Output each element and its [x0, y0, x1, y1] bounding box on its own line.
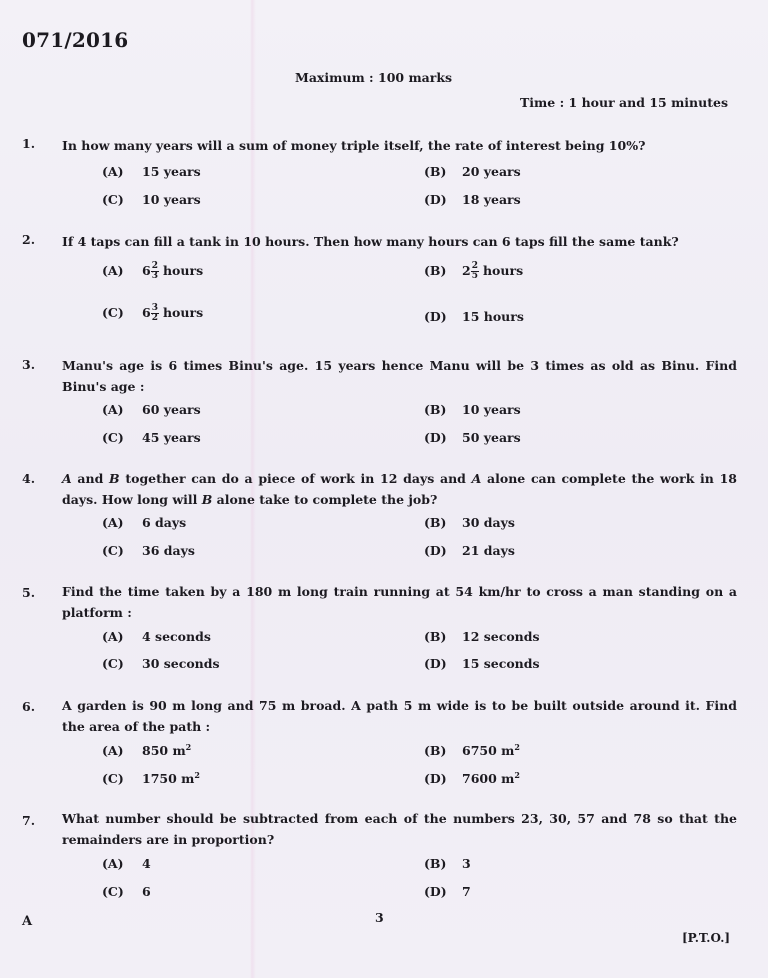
option-label: (D) — [424, 430, 447, 445]
option-d — [424, 770, 520, 786]
option-value: 6 — [142, 884, 151, 899]
option-label: (B) — [424, 515, 447, 530]
option-label: (B) — [424, 402, 447, 417]
var-b: B — [109, 471, 120, 486]
option-value: 850 m — [142, 743, 186, 759]
option-label: (B) — [424, 743, 447, 759]
option-value: 10 years — [462, 402, 521, 417]
option-unit: hours — [482, 263, 524, 278]
option-label: (B) — [424, 629, 447, 644]
option-value: 15 seconds — [462, 656, 540, 671]
series-code: A — [22, 914, 33, 929]
fraction-denominator: 3 — [151, 271, 158, 281]
fraction-numerator: 2 — [151, 261, 158, 271]
option-value: 20 years — [462, 164, 521, 179]
question-text: A garden is 90 m long and 75 m broad. A path 5 m wide is to be built outside around it. Find the area of the path : — [62, 698, 737, 734]
fraction-denominator: 2 — [151, 313, 158, 323]
question-number: 6. — [22, 699, 36, 714]
option-label: (D) — [424, 656, 447, 671]
time-allowed: Time : 1 hour and 15 minutes — [520, 95, 728, 110]
option-b — [424, 262, 523, 281]
var-a: A — [62, 471, 72, 486]
option-d — [424, 884, 471, 899]
option-value: 36 days — [142, 543, 195, 558]
option-c — [102, 770, 200, 786]
option-value: 60 years — [142, 402, 201, 417]
question-number: 7. — [22, 813, 36, 828]
option-value: 1750 m — [142, 771, 195, 787]
option-value: 12 seconds — [462, 629, 540, 644]
option-label: (C) — [102, 771, 124, 787]
option-d — [424, 309, 524, 324]
fraction — [151, 262, 159, 281]
superscript: 2 — [194, 770, 200, 780]
option-label: (B) — [424, 263, 447, 278]
fraction-numerator: 3 — [151, 303, 158, 313]
question-text: In how many years will a sum of money triple itself, the rate of interest being 10%? — [62, 138, 646, 153]
option-d — [424, 656, 540, 671]
option-b — [424, 742, 520, 758]
option-label: (D) — [424, 771, 447, 787]
option-label: (D) — [424, 884, 447, 899]
option-label: (B) — [424, 856, 447, 871]
option-a — [102, 856, 151, 871]
option-whole: 6 — [142, 305, 151, 320]
option-label: (C) — [102, 884, 124, 899]
fraction — [151, 304, 159, 323]
option-value: 6750 m — [462, 743, 515, 759]
option-c — [102, 430, 201, 445]
option-value: 4 — [142, 856, 151, 871]
option-label: (A) — [102, 629, 124, 644]
option-d — [424, 543, 515, 558]
text-segment: and — [71, 471, 110, 486]
maximum-marks: Maximum : 100 marks — [295, 70, 453, 85]
superscript: 2 — [514, 742, 520, 752]
text-segment: alone take to complete the job? — [212, 492, 438, 507]
option-a — [102, 515, 186, 530]
option-c — [102, 656, 220, 671]
option-label: (D) — [424, 543, 447, 558]
option-value: 6 days — [142, 515, 187, 530]
option-value: 3 — [462, 856, 471, 871]
question-text: If 4 taps can fill a tank in 10 hours. Then how many hours can 6 taps fill the same tank? — [62, 234, 679, 249]
option-a — [102, 742, 191, 758]
option-value: 50 years — [462, 430, 521, 445]
option-b — [424, 402, 521, 417]
option-b — [424, 515, 515, 530]
option-label: (A) — [102, 743, 124, 759]
question-number: 2. — [22, 232, 36, 247]
page-number: 3 — [375, 910, 384, 925]
option-b — [424, 164, 521, 179]
option-b — [424, 856, 471, 871]
question-number: 5. — [22, 585, 36, 600]
option-label: (C) — [102, 430, 124, 445]
text-segment: alone can complete the work in 18 days. How long will — [62, 471, 737, 507]
option-value: 15 hours — [462, 309, 524, 324]
option-c — [102, 884, 151, 899]
option-a — [102, 402, 201, 417]
option-unit: hours — [162, 305, 204, 320]
option-a — [102, 262, 203, 281]
option-value: 30 seconds — [142, 656, 220, 671]
option-a — [102, 164, 201, 179]
question-number: 1. — [22, 136, 36, 151]
option-value: 10 years — [142, 192, 201, 207]
option-label: (A) — [102, 856, 124, 871]
option-label: (A) — [102, 263, 124, 278]
paper-code: 071/2016 — [22, 28, 129, 52]
option-c — [102, 304, 203, 323]
superscript: 2 — [185, 742, 192, 752]
option-value: 21 days — [462, 543, 515, 558]
text-segment: together can do a piece of work in 12 days and — [119, 471, 472, 486]
superscript: 2 — [514, 770, 520, 780]
option-c — [102, 192, 201, 207]
question-number: 4. — [22, 471, 36, 486]
var-a: A — [471, 471, 482, 486]
question-text: Find the time taken by a 180 m long train running at 54 km/hr to cross a man standing on a platform : — [62, 584, 737, 620]
option-whole: 2 — [462, 263, 471, 278]
option-label: (C) — [102, 305, 124, 320]
option-label: (A) — [102, 402, 124, 417]
option-label: (A) — [102, 164, 124, 179]
question-text: What number should be subtracted from each of the numbers 23, 30, 57 and 78 so that the remainders are in proportion? — [62, 811, 737, 847]
option-value: 7 — [462, 884, 471, 899]
option-a — [102, 629, 211, 644]
option-d — [424, 430, 521, 445]
option-unit: hours — [162, 263, 204, 278]
question-text — [62, 468, 737, 510]
option-d — [424, 192, 521, 207]
option-value: 30 days — [462, 515, 515, 530]
please-turn-over: [P.T.O.] — [682, 931, 731, 945]
fraction — [471, 262, 479, 281]
option-value: 7600 m — [462, 771, 515, 787]
fraction-denominator: 5 — [471, 271, 478, 281]
option-value: 4 seconds — [142, 629, 211, 644]
option-label: (D) — [424, 192, 447, 207]
option-c — [102, 543, 195, 558]
option-label: (B) — [424, 164, 447, 179]
option-label: (D) — [424, 309, 447, 324]
option-b — [424, 629, 540, 644]
option-label: (C) — [102, 656, 124, 671]
option-whole: 6 — [142, 263, 151, 278]
option-value: 15 years — [142, 164, 201, 179]
option-label: (C) — [102, 543, 124, 558]
option-value: 45 years — [142, 430, 201, 445]
option-label: (A) — [102, 515, 124, 530]
var-b: B — [201, 492, 213, 507]
question-number: 3. — [22, 357, 36, 372]
fraction-numerator: 2 — [471, 261, 478, 271]
option-value: 18 years — [462, 192, 521, 207]
option-label: (C) — [102, 192, 124, 207]
question-text: Manu's age is 6 times Binu's age. 15 years hence Manu will be 3 times as old as Binu. Find Binu's age : — [62, 358, 737, 394]
